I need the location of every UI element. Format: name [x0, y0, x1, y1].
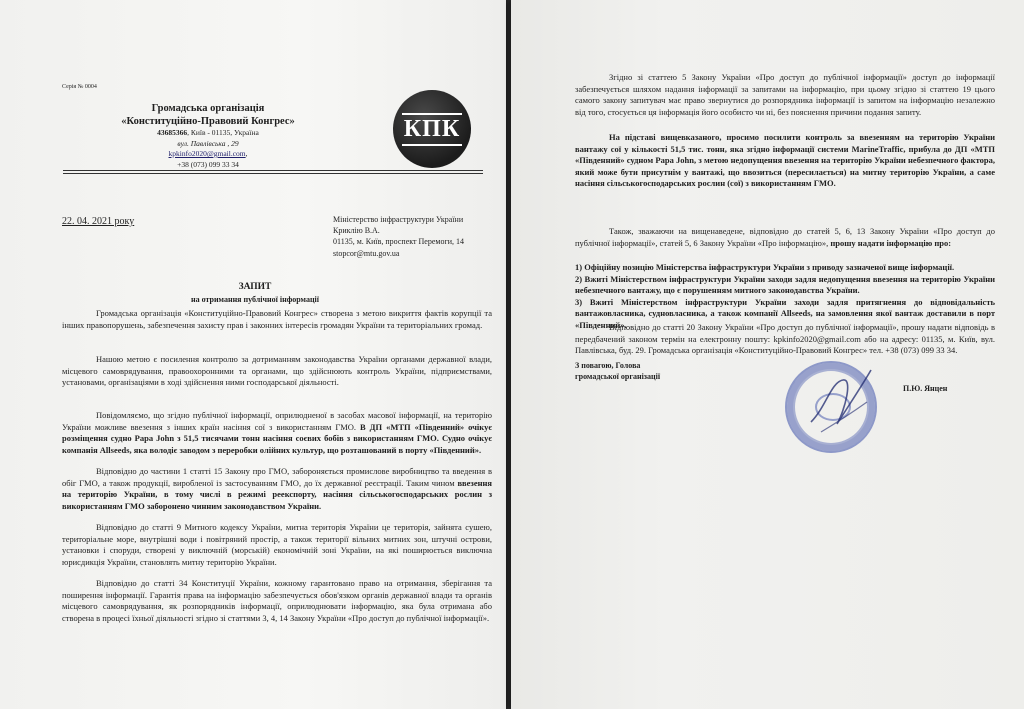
org-name-line-2: «Конституційно-Правовий Конгрес»	[121, 116, 295, 127]
recipient-person: Криклію В.А.	[333, 226, 380, 236]
paragraph-purpose: Громадська організація «Конституційно-Правовий Конгрес» створена з метою викриття фактів корупції та інших правопорушень, забезпечення захисту прав і законних інтересів громадян України та територіальних громад.	[62, 308, 492, 330]
paragraph-customs-code: Відповідно до статті 9 Митного кодексу України, митна територія України це територія, зайнята сушею, територіальне море, внутрішні води і повітряний простір, а також території вільних митних зон, штучні острови, установки і споруди, створені у виключній (морській) економічній зоні України, на які поширюється виключна юрисдикція України, становлять митну територію України.	[62, 522, 492, 567]
closing-line-2: громадської організації	[575, 372, 661, 381]
closing-line-1: З повагою, Голова	[575, 361, 641, 370]
org-email-line	[95, 149, 321, 160]
recipient-ministry: Міністерство інфраструктури України	[333, 215, 464, 224]
recipient-block	[333, 214, 503, 259]
paragraph-goal: Нашою метою є посилення контролю за дотриманням законодавства України органами державної влади, місцевого самоврядування, правоохоронними та органами, що здійснюють контроль України, підприємствами, установами, організаціями в ході здійснення ними господарської діяльності.	[62, 354, 492, 388]
request-item-3: 3) Вжиті Міністерством інфраструктури України заходи задля притягнення до відповідальність вантажовласника, судновласника, а також компанії Allseeds, на замовлення якої вантаж доставили в порт «Південний».	[575, 296, 995, 330]
request-intro-text: Також, зважаючи на вищенаведене, відповідно до статей 5, 6, 13 Закону України «Про доступ до публічної інформації», статей 5, 6 Закону України «Про інформацію»,	[575, 226, 995, 248]
org-code-city	[95, 128, 321, 139]
paragraph-access-law: Згідно зі статтею 5 Закону України «Про доступ до публічної інформації» доступ до інформації забезпечується шляхом надання інформації за запитами на інформацію, при цьому згідно зі статтею 19 цього самого закону запитувач має право звернутися до розпорядника інформації із запитом на інформацію незалежно від того, стосується ця інформація його особисто чи ні, без пояснення причини подання запиту.	[575, 72, 995, 117]
paragraph-notice	[62, 410, 492, 456]
notice-bold-text: В ДП «МТП «Південний» очікує розміщення судно Papa John з 51,5 тисячами тонн насіння соєвих бобів з використанням ГМО. Судно очікує компанія Allseeds, яка володіє заводом з переробки олійних культур, що розташований в порту «Південний».	[62, 421, 492, 455]
request-item-2: 2) Вжиті Міністерством інфраструктури України заходи задля недопущення ввезення на територію України небезпечного вантажу, що є порушенням митного законодавства України.	[575, 273, 995, 296]
document-subtitle: на отримання публічної інформації	[190, 295, 320, 304]
request-item-1: 1) Офіційну позицію Міністерства інфраструктури України з приводу зазначеної вище інформації.	[575, 262, 955, 272]
letter-page-1	[0, 0, 506, 709]
closing-block	[575, 360, 735, 382]
notice-text: Повідомляємо, що згідно публічної інформації, оприлюдненої в засобах масової інформації, на територію України можливе ввезення з інших країн насіння сої з використанням ГМО.	[62, 410, 492, 432]
kpk-logo	[393, 90, 471, 168]
gmo-law-bold-text: ввезення на територію України, в тому числі в режимі реекспорту, насіння сільськогосподарських рослин з використанням ГМО заборонено чинним законодавством України.	[62, 477, 493, 511]
recipient-address: 01135, м. Київ, проспект Перемоги, 14	[333, 237, 465, 247]
request-intro-bold: прошу надати інформацію про:	[830, 237, 952, 248]
org-street: вул. Павлівська , 29	[177, 138, 239, 148]
paragraph-constitution: Відповідно до статті 34 Конституції України, кожному гарантовано право на отримання, зберігання та поширення інформації. Гарантія права на інформацію забезпечується обов'язком органів державної влади та органів місцевого самоврядування, як розпорядників інформації, оприлюднювати інформацію, яка була отримана або створена в процесі їхньої діяльності згідно зі статтями 3, 4, 14 Закону України «Про доступ до публічної інформації».	[62, 578, 492, 623]
gmo-law-text: Відповідно до частини 1 статті 15 Закону про ГМО, забороняється промислове виробництво та введення в обіг ГМО, а також продукції, виробленої із застосуванням ГМО, до їх державної реєстрації. Таким чином	[62, 466, 492, 488]
signature-icon	[801, 362, 881, 442]
letter-date: 22. 04. 2021 року	[62, 216, 135, 227]
logo-text: КПК	[402, 113, 462, 146]
paragraph-response-request: Відповідно до статті 20 Закону України «Про доступ до публічної інформації», прошу надати відповідь в передбачений законом термін на електронну пошту: kpkinfo2020@gmail.com або на адресу: 01135, м. Київ, вул. Павлівська, буд. 29. Громадська організація «Конституційно-Правовий Конгрес» тел. +38 (073) 099 33 34.	[575, 322, 995, 356]
paragraph-request-control: На підставі вищевказаного, просимо посилити контроль за ввезенням на територію України вантажу сої у кількості 51,5 тис. тонн, яка згідно інформації системи MarineTraffic, прибула до ДП «МТП «Південний» судном Papa John, з метою недопущення ввезення на територію України небезпечного фактора, який може бути присутнім у вантажі, що ввозиться (пересилається) на митну територію України, а саме насіння сільськогосподарських рослин (сої) з використанням ГМО.	[575, 132, 995, 189]
paragraph-request-intro	[575, 226, 995, 249]
org-phone: +38 (073) 099 33 34	[177, 159, 239, 169]
header-divider	[63, 170, 483, 174]
recipient-email: stopcor@mtu.gov.ua	[333, 248, 400, 258]
org-email-suffix: ,	[245, 149, 248, 158]
series-number: Серія № 0004	[62, 84, 97, 90]
document-title: ЗАПИТ	[238, 282, 272, 292]
org-city: , Київ - 01135, Україна	[187, 128, 259, 137]
paragraph-gmo-law	[62, 466, 492, 512]
org-name-line-1: Громадська організація	[151, 103, 265, 114]
org-header	[95, 102, 321, 170]
org-code: 43685366	[157, 128, 188, 137]
letter-page-2	[511, 0, 1024, 709]
signer-name: П.Ю. Янцен	[903, 384, 948, 393]
org-email-link[interactable]: kpkinfo2020@gmail.com	[168, 149, 246, 158]
